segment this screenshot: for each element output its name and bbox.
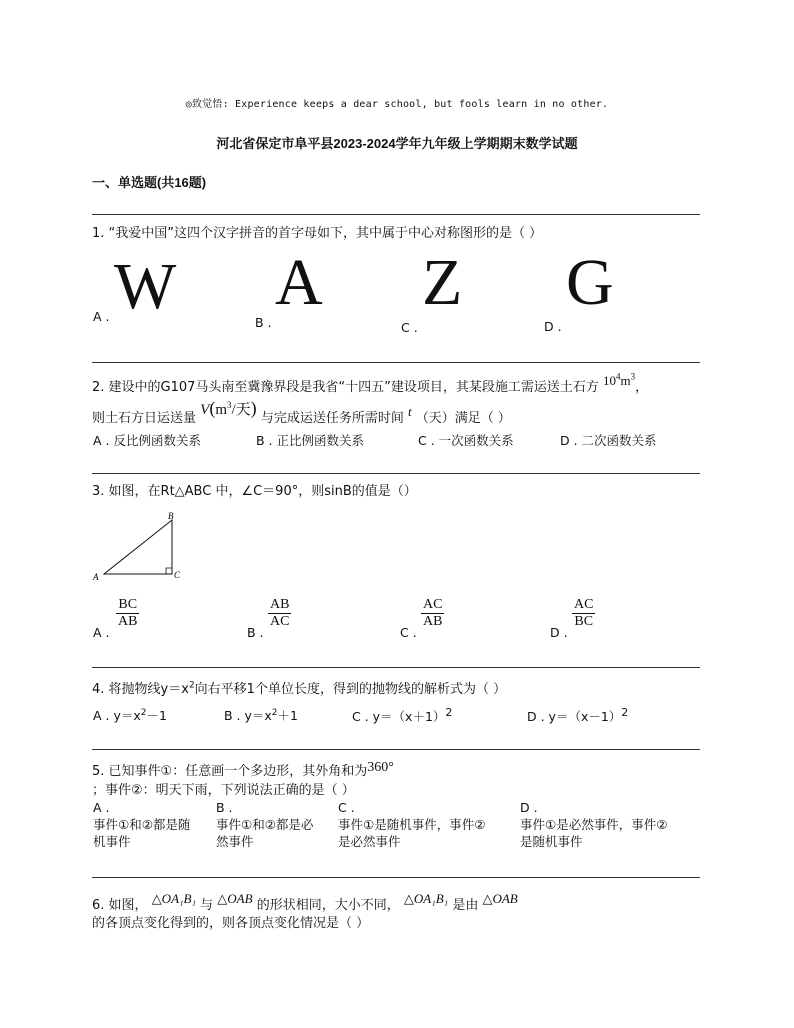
q5-c-line2: 是必然事件 (338, 834, 401, 849)
fraction-numerator: AC (574, 597, 594, 612)
q2-v-expr: $V(m^3/$天) (200, 398, 257, 418)
q2-amount-unit: m (620, 373, 631, 388)
q2-t-var: t (407, 404, 412, 419)
q5-a-line2: 机事件 (93, 834, 131, 849)
q2-amount-base: 10 (603, 373, 617, 388)
page-title: 河北省保定市阜平县2023-2024学年九年级上学期期末数学试题 (216, 136, 578, 151)
q5-a-label: A . (93, 800, 110, 815)
q6-stem-a: 6. 如图， (92, 898, 148, 913)
q3-option-c-label[interactable]: C . (400, 625, 417, 640)
q3-option-b-label[interactable]: B . (247, 625, 264, 640)
q1-option-c[interactable]: C . (401, 320, 418, 335)
q6-stem-b: 与 (200, 898, 214, 913)
q5-stem-a: 5. 已知事件①：任意画一个多边形，其外角和为 (92, 764, 368, 779)
divider (92, 214, 700, 215)
q2-amount (603, 373, 635, 388)
q2-option-d[interactable]: D . 二次函数关系 (560, 433, 657, 448)
q1-letter-g: G (566, 246, 614, 319)
fraction-denominator: AB (118, 614, 138, 629)
q4-option-b[interactable] (224, 706, 298, 724)
q4-a-post: －1 (146, 708, 167, 723)
q3-option-d-label[interactable]: D . (550, 625, 568, 640)
q4-d-pre: D . y＝（x－1） (527, 709, 622, 725)
q4-option-d[interactable] (527, 706, 628, 725)
q2-amount-exp: 4 (616, 371, 621, 382)
q3-option-c-fraction (421, 597, 444, 630)
fraction-denominator: BC (574, 614, 594, 629)
q2-option-a[interactable]: A . 反比例函数关系 (93, 433, 201, 448)
q5-b-line2: 然事件 (216, 834, 254, 849)
fraction-denominator: AB (423, 614, 443, 629)
q5-b-line1: 事件①和②都是必 (216, 817, 314, 832)
q2-option-c[interactable]: C . 一次函数关系 (418, 433, 514, 448)
q5-option-d[interactable] (520, 799, 667, 850)
q3-triangle-figure (92, 508, 192, 584)
q4-option-a[interactable] (93, 706, 167, 724)
fraction-denominator: AC (270, 614, 290, 629)
q1-option-b[interactable]: B . (255, 315, 272, 330)
q4-stem-exp: 2 (188, 680, 195, 691)
section-heading: 一、单选题(共16题) (92, 175, 207, 190)
q6-stem-c: 的形状相同，大小不同， (256, 898, 400, 913)
q2-stem-d: 与完成运送任务所需时间 (260, 411, 404, 426)
q5-d-label: D . (520, 800, 538, 815)
q2-v-unit-exp: 3 (227, 400, 232, 410)
q1-letter-w: W (114, 250, 177, 323)
q3-option-a-label[interactable]: A . (93, 625, 110, 640)
q1-letter-z: Z (422, 246, 463, 319)
q6-stem-e: 的各顶点变化得到的，则各顶点变化情况是（ ） (92, 916, 370, 931)
q2-v-unit: m (215, 402, 227, 418)
q4-stem (92, 678, 506, 697)
q6-stem-d: 是由 (452, 898, 479, 913)
fraction-numerator: AC (423, 597, 443, 612)
q2-v-var: V (200, 402, 210, 418)
q5-angle: 360° (367, 760, 394, 775)
q2-line1 (92, 371, 649, 395)
q5-option-b[interactable] (216, 799, 313, 850)
q5-c-line1: 事件①是随机事件，事件② (338, 817, 486, 832)
q4-c-pre: C . y＝（x＋1） (352, 709, 446, 725)
divider (92, 749, 700, 750)
q5-stem-b: ；事件②：明天下雨，下列说法正确的是（ ） (92, 783, 355, 798)
q4-a-exp: 2 (140, 707, 147, 718)
q2-stem-a: 2. 建设中的G107马头南至冀豫界段是我省“十四五”建设项目，其某段施工需运送土石方 (92, 380, 599, 395)
q6-line1 (92, 888, 518, 913)
fraction-numerator: BC (118, 597, 138, 612)
q1-stem: 1. “我爱中国”这四个汉字拼音的首字母如下，其中属于中心对称图形的是（ ） (92, 226, 543, 241)
fraction-numerator: AB (270, 597, 290, 612)
q2-v-unit-rest: /天 (231, 402, 251, 418)
q4-a-pre: A . y＝x (93, 708, 141, 723)
q6-tri-oab-2: △OAB (482, 891, 518, 906)
q3-option-d-fraction (572, 597, 595, 630)
divider (92, 362, 700, 363)
triangle-abc (104, 520, 172, 574)
q6-tri-oa1b1: △OA₁B₁ (151, 891, 196, 906)
q2-amount-unit-exp: 3 (630, 371, 636, 382)
q3-option-a-fraction (116, 597, 139, 630)
vertex-c-label: C (174, 570, 181, 580)
q3-stem: 3. 如图，在Rt△ABC 中，∠C＝90°，则sinB的值是（） (92, 484, 417, 499)
q1-option-a[interactable]: A . (93, 309, 110, 324)
q5-d-line1: 事件①是必然事件，事件② (520, 817, 668, 832)
q1-letter-a: A (275, 246, 323, 319)
q5-d-line2: 是随机事件 (520, 834, 583, 849)
q4-option-c[interactable] (352, 706, 452, 725)
q2-option-b[interactable]: B . 正比例函数关系 (256, 433, 364, 448)
q4-stem-a: 4. 将抛物线y＝x (92, 682, 189, 697)
q4-c-exp: 2 (445, 706, 453, 719)
q5-a-line1: 事件①和②都是随 (93, 817, 191, 832)
motto-line: ◎致觉悟: Experience keeps a dear school, but fools learn in no other. (185, 99, 609, 110)
q1-option-d[interactable]: D . (544, 319, 562, 334)
q4-stem-b: 向右平移1个单位长度，得到的抛物线的解析式为（ ） (194, 682, 507, 697)
q5-b-label: B . (216, 800, 233, 815)
q5-line1 (92, 760, 394, 780)
q4-b-pre: B . y＝x (224, 708, 272, 723)
divider (92, 667, 700, 668)
q2-stem-e: （天）满足（ ） (415, 411, 511, 426)
q2-line2 (92, 398, 511, 426)
q5-option-a[interactable] (93, 799, 190, 850)
q5-c-label: C . (338, 800, 355, 815)
q4-b-exp: 2 (271, 707, 278, 718)
divider (92, 473, 700, 474)
q3-option-b-fraction (268, 597, 291, 630)
q6-tri-oa1b1-2: △OA₁B₁ (403, 891, 449, 906)
vertex-b-label: B (168, 511, 174, 521)
q6-tri-oab: △OAB (217, 891, 253, 906)
q2-comma: ， (635, 380, 649, 395)
right-angle-mark (166, 568, 172, 574)
q5-option-c[interactable] (338, 799, 485, 850)
q4-b-post: ＋1 (277, 708, 298, 723)
vertex-a-label: A (93, 572, 99, 582)
q4-d-exp: 2 (621, 706, 629, 719)
divider (92, 877, 700, 878)
q2-stem-c: 则土石方日运送量 (92, 411, 197, 426)
